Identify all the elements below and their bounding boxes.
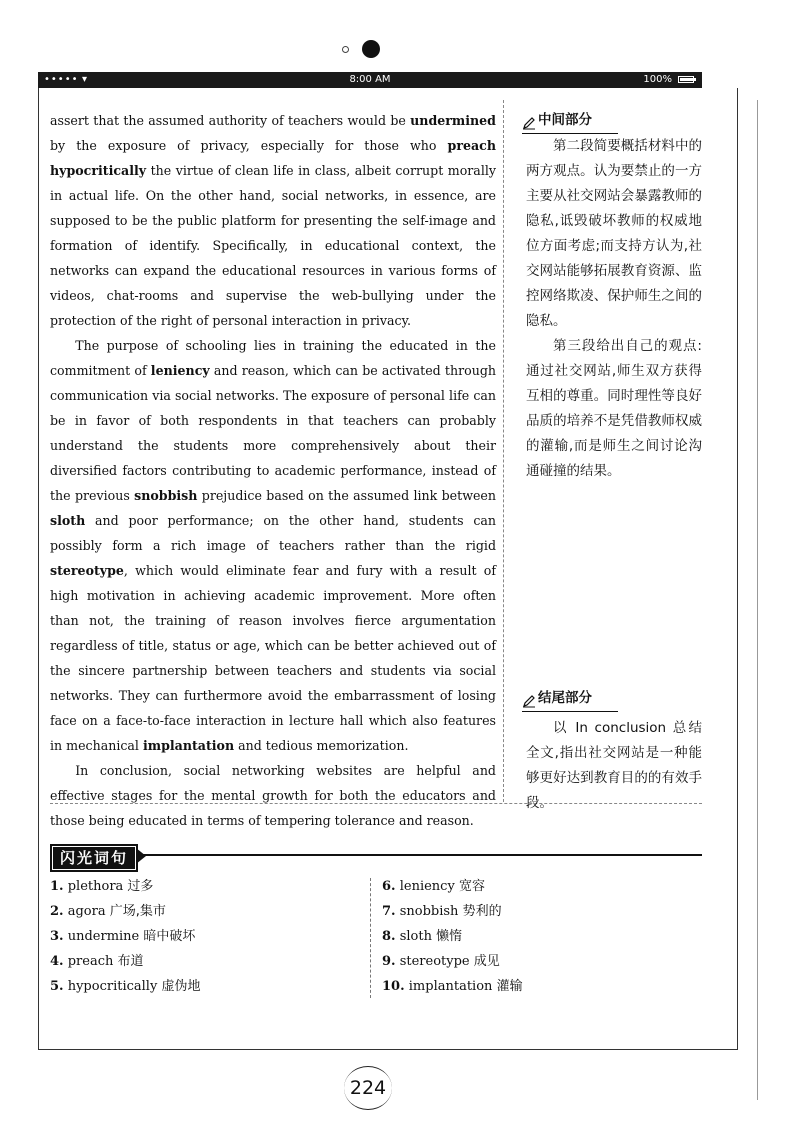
ending-section-note: 以 In conclusion 总结全文,指出社交网站是一种能够更好达到教育目的的有效手段。 — [526, 720, 702, 811]
vocab-item: 4. preach 布道 — [50, 954, 144, 969]
vocab-section-header — [50, 844, 330, 868]
pencil-icon — [522, 114, 536, 128]
keyword-implantation: implantation — [142, 738, 235, 753]
ending-section-heading: 结尾部分 — [522, 686, 618, 712]
essay-paragraph-1: assert that the assumed authority of teachers would be undermined by the exposure of privacy, especially for those who preach hypocritically the virtue of clean life in class, albeit corrupt morally in actual life. On the other hand, social networks, in essence, are supposed to be the public platform for presenting the self-image and formation of identify. Specifically, in educational context, the networks can expand the educational resources in various forms of videos, chat-rooms and supervise the web-bullying under the protection of the right of personal interaction in privacy. — [50, 113, 496, 328]
vocab-item: 6. leniency 宽容 — [382, 879, 485, 894]
keyword-leniency: leniency — [150, 363, 210, 378]
status-time: 8:00 AM — [349, 74, 391, 85]
pencil-icon — [522, 692, 536, 706]
front-camera — [362, 40, 380, 58]
vocab-column-divider — [370, 878, 371, 998]
vocab-list-left — [50, 874, 350, 999]
vocab-item: 1. plethora 过多 — [50, 879, 154, 894]
keyword-sloth: sloth — [50, 513, 86, 528]
keyword-preach-hypocritically: preach hypocritically — [50, 138, 496, 178]
wifi-icon: ▾ — [82, 74, 88, 85]
page-number: 224 — [338, 1066, 398, 1110]
middle-section-note-2: 第三段给出自己的观点:通过社交网站,师生双方获得互相的尊重。同时理性等良好品质的培养不是凭借教师权威的灌输,而是师生之间讨论沟通碰撞的结果。 — [526, 338, 702, 479]
essay-paragraph-2: The purpose of schooling lies in training the educated in the commitment of leniency and reason, which can be activated through communication via social networks. The exposure of personal life can be in favor of both respondents in that teachers can probably understand the students more comprehensively about their diversified factors contributing to academic performance, instead of the previous snobbish prejudice based on the assumed link between sloth and poor performance; on the other hand, students can possibly form a rich image of teachers rather than the rigid stereotype, which would eliminate fear and fury with a result of high motivation in achieving academic improvement. More often than not, the training of reason involves fierce argumentation regardless of title, status or age, which can be better achieved out of the sincere partnership between teachers and students via social networks. They can furthermore avoid the embarrassment of losing face on a face-to-face interaction in lecture hall which also features in mechanical implantation and tedious memorization. — [50, 338, 496, 753]
vocab-item: 2. agora 广场,集市 — [50, 904, 166, 919]
keyword-undermined: undermined — [410, 113, 496, 128]
vocab-item: 9. stereotype 成见 — [382, 954, 500, 969]
battery-level: 100% — [643, 74, 672, 85]
signal-strength: ••••• — [44, 74, 79, 85]
keyword-stereotype: stereotype — [50, 563, 124, 578]
vocab-item: 10. implantation 灌输 — [382, 979, 523, 994]
vocab-list-right — [382, 874, 682, 999]
annotation-sidebar — [526, 108, 702, 811]
camera-sensor-dot — [342, 46, 349, 53]
essay-paragraph-3: In conclusion, social networking websites are helpful and effective stages for the mental growth for both the educators and those being educated in terms of tempering tolerance and reason. — [50, 763, 496, 828]
vocab-title: 闪光词句 — [50, 844, 138, 872]
vocab-item: 7. snobbish 势利的 — [382, 904, 502, 919]
ending-section-body — [526, 716, 702, 816]
column-divider — [503, 100, 504, 802]
battery-icon — [678, 76, 694, 83]
page-edge — [757, 100, 758, 1100]
vocab-header-rule — [138, 854, 702, 856]
vocab-header-arrow — [136, 848, 146, 864]
vocab-item: 8. sloth 懒惰 — [382, 929, 463, 944]
status-bar — [38, 72, 702, 88]
keyword-snobbish: snobbish — [134, 488, 198, 503]
vocab-item: 5. hypocritically 虚伪地 — [50, 979, 201, 994]
middle-section-note-1: 第二段简要概括材料中的两方观点。认为要禁止的一方主要从社交网站会暴露教师的隐私,诋毁破坏教师的权威地位方面考虑;而支持方认为,社交网站能够拓展教育资源、监控网络欺凌、保护师生之间的隐私。 — [526, 138, 702, 329]
middle-section-heading: 中间部分 — [522, 108, 618, 134]
vocab-item: 3. undermine 暗中破坏 — [50, 929, 196, 944]
essay-body — [50, 108, 496, 833]
